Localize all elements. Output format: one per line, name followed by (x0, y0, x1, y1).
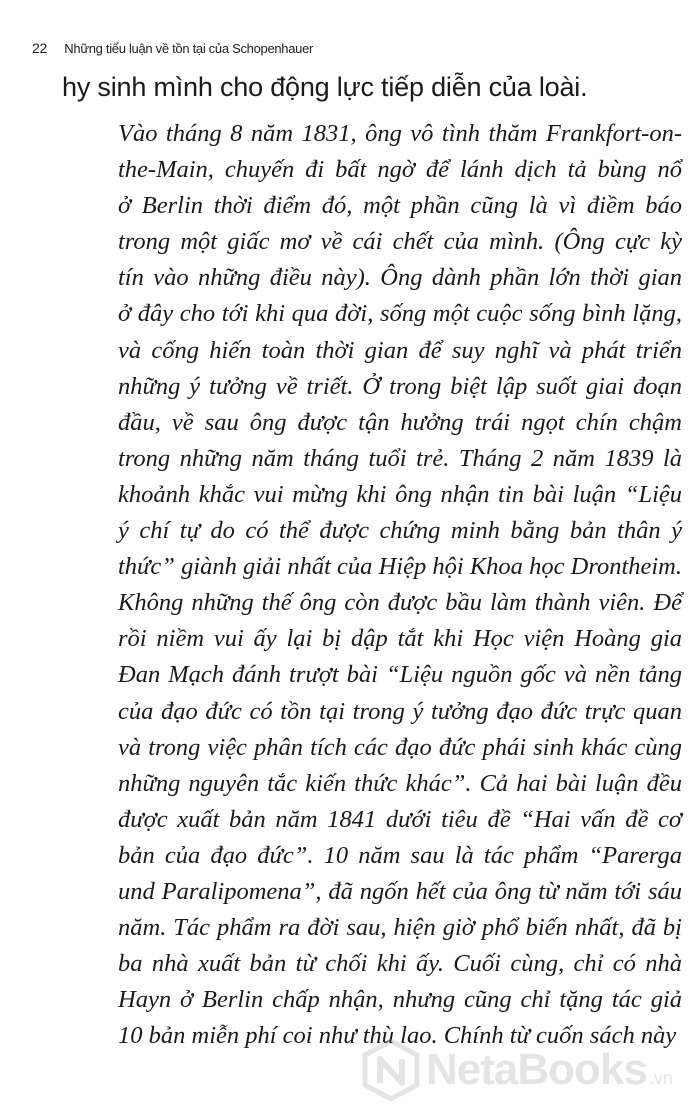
text-line: của đạo đức có tồn tại trong ý tưởng đạo đức trực quan (118, 697, 682, 725)
text-line: những nguyên tắc kiến thức khác”. Cả hai bài luận đều (118, 769, 682, 797)
text-line: được xuất bản năm 1841 dưới tiêu đề “Hai vấn đề cơ (118, 805, 682, 833)
text-line: und Paralipomena”, đã ngốn hết của ông từ năm tới sáu (118, 877, 682, 905)
text-line: năm. Tác phẩm ra đời sau, hiện giờ phổ biến nhất, đã bị (118, 914, 682, 942)
watermark-brand: NetaBooks (426, 1045, 647, 1094)
text-line: the-Main, chuyến đi bất ngờ để lánh dịch tả bùng nổ (118, 156, 682, 184)
text-line: thức” giành giải nhất của Hiệp hội Khoa học Drontheim. (118, 553, 682, 581)
text-line: những ý tưởng về triết. Ở trong biệt lập suốt giai đoạn (118, 372, 682, 400)
watermark (362, 1030, 692, 1110)
text-line: khoảnh khắc vui mừng khi ông nhận tin bài luận “Liệu (118, 480, 682, 508)
text-line: ở đây cho tới khi qua đời, sống một cuộc sống bình lặng, (118, 300, 682, 328)
text-line: trong những năm tháng tuổi trẻ. Tháng 2 năm 1839 là (118, 444, 682, 472)
text-line: tín vào những điều này). Ông dành phần lớn thời gian (118, 264, 682, 292)
text-line: Đan Mạch đánh trượt bài “Liệu nguồn gốc và nền tảng (118, 661, 682, 689)
watermark-suffix: .vn (648, 1067, 673, 1088)
text-line: ở Berlin thời điểm đó, một phần cũng là vì điềm báo (118, 192, 682, 220)
netabooks-logo-icon (362, 1039, 420, 1101)
running-header (32, 40, 313, 56)
page-number: 22 (32, 40, 47, 56)
body-paragraph (118, 116, 682, 1054)
text-line: và cống hiến toàn thời gian để suy nghĩ và phát triển (118, 336, 682, 364)
text-line: rồi niềm vui ấy lại bị dập tắt khi Học viện Hoàng gia (118, 625, 682, 653)
text-line: ý chí tự do có thể được chứng minh bằng bản thân ý (118, 517, 682, 545)
text-line: Vào tháng 8 năm 1831, ông vô tình thăm Frankfort-on- (118, 120, 682, 147)
opening-line: hy sinh mình cho động lực tiếp diễn của loài. (62, 72, 588, 102)
text-line: 10 bản miễn phí coi như thù lao. Chính từ cuốn sách này (118, 1022, 677, 1050)
running-title: Những tiểu luận về tồn tại của Schopenhauer (64, 41, 314, 56)
text-line: đầu, về sau ông được tận hưởng trái ngọt chín chậm (118, 408, 682, 436)
text-line: Hayn ở Berlin chấp nhận, nhưng cũng chỉ tặng tác giả (118, 986, 682, 1014)
text-line: và trong việc phân tích các đạo đức phái sinh khác cùng (118, 733, 682, 761)
text-line: Không những thế ông còn được bầu làm thành viên. Để (118, 589, 682, 617)
text-line: ba nhà xuất bản từ chối khi ấy. Cuối cùng, chỉ có nhà (118, 950, 682, 978)
text-line: trong một giấc mơ về cái chết của mình. (Ông cực kỳ (118, 228, 682, 256)
text-line: bản của đạo đức”. 10 năm sau là tác phẩm “Parerga (118, 841, 682, 869)
